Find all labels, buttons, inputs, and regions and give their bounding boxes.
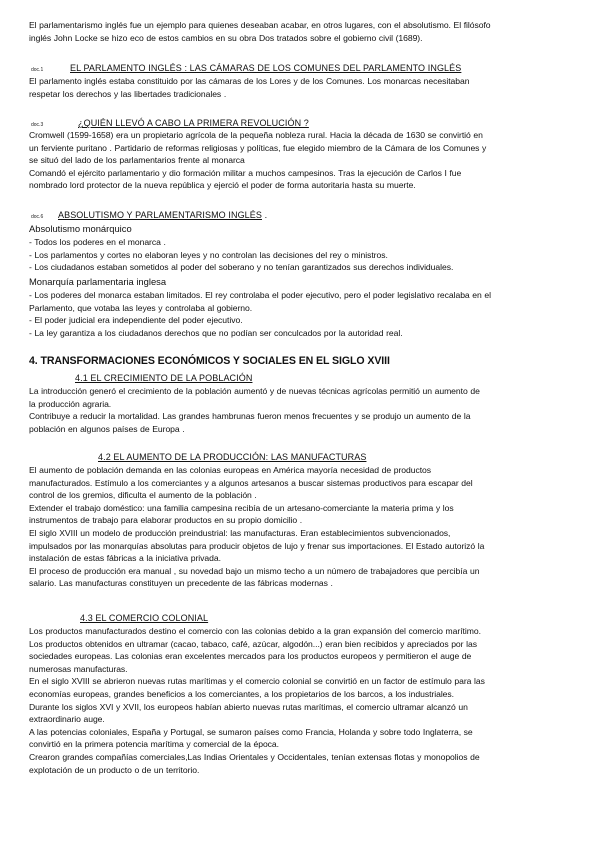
text-line: salario. Las manufacturas constituyen un precedente de las fábricas modernas .	[29, 578, 333, 589]
text-line: se situó del lado de los parlamentarios frente al monarca	[29, 155, 245, 166]
text-line: Comandó el ejército parlamentario y dio formación militar a muchos campesinos. Tras la ejecución de Carlos I fue	[29, 167, 462, 178]
text-line: A las potencias coloniales, España y Portugal, se sumaron países como Francia, Holanda y sobre todo Inglaterra, se	[29, 726, 473, 737]
text-line: sociedades europeas. Las colonias eran excelentes mercados para los productos europeos y permitieron el auge de	[29, 651, 472, 662]
text-line: En el siglo XVIII se abrieron nuevas rutas marítimas y el comercio colonial se convirtió en un factor de estímulo para las	[29, 676, 485, 687]
text-line: instalación de estas fábricas a la iniciativa privada.	[29, 553, 221, 564]
list-item: - Los poderes del monarca estaban limitados. El rey controlaba el poder ejecutivo, pero el poder legislativo recalaba en el	[29, 290, 491, 300]
section-4-title: 4. TRANSFORMACIONES ECONÓMICOS Y SOCIALES EN EL SIGLO XVIII	[29, 355, 390, 367]
text-line: población en algunos países de Europa .	[29, 423, 185, 434]
doc6-heading-wrap	[58, 210, 267, 220]
doc1-paragraph	[29, 75, 575, 100]
text-line: Crearon grandes compañías comerciales,Las Indias Orientales y Occidentales, tenían extensas flotas y monopolios de	[29, 751, 480, 762]
text-line: Extender el trabajo doméstico: una familia campesina recibía de un artesano-comerciante la materia prima y los	[29, 502, 454, 513]
text-line: Los productos manufacturados destino el comercio con las colonias debido a la gran expansión del comercio marítimo.	[29, 626, 481, 636]
list-item: Parlamento, que votaba las leyes y controlaba al gobierno.	[29, 302, 253, 313]
section-4-3-title: 4.3 EL COMERCIO COLONIAL	[80, 613, 209, 623]
text-line: El aumento de población demanda en las colonias europeas en América mayoría necesidad de productos	[29, 465, 432, 475]
parlamentaria-list	[29, 289, 575, 339]
list-item: - El poder judicial era independiente del poder ejecutivo.	[29, 315, 243, 326]
text-line: numerosas manufacturas.	[29, 663, 128, 674]
section-4-2-paragraph	[29, 464, 575, 590]
text-line: El parlamento inglés estaba constituido por las cámaras de los Lores y de los Comunes. Los monarcas necesitaban	[29, 76, 470, 86]
section-4-2-title: 4.2 EL AUMENTO DE LA PRODUCCIÓN: LAS MANUFACTURAS	[98, 452, 367, 462]
doc3-heading: ¿QUIÉN LLEVÓ A CABO LA PRIMERA REVOLUCIÓN ?	[78, 118, 309, 128]
text-line: Contribuye a reducir la mortalidad. Las grandes hambrunas fueron menos frecuentes y se produjo un aumento de la	[29, 411, 471, 422]
text-line: convirtió en la primera potencia marítima y comercial de la época.	[29, 739, 279, 750]
list-item: - Los parlamentos y cortes no elaboran leyes y no controlan las decisiones del rey o ministros.	[29, 249, 388, 260]
text-line: control de los gremios, dificulta el aumento de la población .	[29, 490, 257, 501]
intro-paragraph	[29, 19, 575, 44]
doc6-heading: ABSOLUTISMO Y PARLAMENTARISMO INGLÉS	[58, 210, 262, 220]
text-line: nombrado lord protector de la nueva república y ejerció el poder de forma autoritaria hasta su muerte.	[29, 180, 416, 191]
parlamentaria-title: Monarquía parlamentaria inglesa	[29, 276, 167, 287]
doc-label: doc.1	[31, 67, 44, 73]
text-line: La introducción generó el crecimiento de la población aumentó y de nuevas técnicas agrícolas permitió un aumento de	[29, 386, 480, 396]
doc6-heading-suffix: .	[261, 210, 268, 220]
text-line: extraordinario auge.	[29, 714, 105, 725]
text-line: El siglo XVIII un modelo de producción preindustrial: las manufacturas. Eran establecimientos subvencionados,	[29, 527, 451, 538]
absolutismo-title: Absolutismo monárquico	[29, 223, 132, 234]
doc-label: doc.3	[31, 122, 44, 128]
doc3-paragraph	[29, 129, 575, 192]
text-line: Cromwell (1599-1658) era un propietario agrícola de la pequeña nobleza rural. Hacia la década de 1630 se convirtió en	[29, 130, 483, 140]
text-line: un ferviente puritano . Partidario de reformas religiosas y políticas, fue elegido miembro de la Cámara de los Comunes y	[29, 142, 487, 153]
list-item: - La ley garantiza a los ciudadanos derechos que no podían ser conculcados por la autoridad real.	[29, 327, 403, 338]
text-line: explotación de un producto o de un territorio.	[29, 764, 200, 775]
text-line: la producción agraria.	[29, 398, 112, 409]
text-line: impulsados por las monarquías absolutas para producir objetos de lujo y frenar sus importaciones. El Estado autorizó la	[29, 540, 485, 551]
absolutismo-list	[29, 236, 575, 274]
text-line: instrumentos de trabajo para elaborar productos en su propio domicilio .	[29, 515, 303, 526]
text-line: manufacturados. Estímulo a los comerciantes y a algunos artesanos a buscar sistemas productivos para escapar del	[29, 477, 473, 488]
list-item: - Todos los poderes en el monarca .	[29, 237, 166, 247]
text-line: El proceso de producción era manual , su novedad bajo un mismo techo a un número de trabajadores que percibía un	[29, 565, 480, 576]
text-line: Durante los siglos XVI y XVII, los europeos habían abierto nuevas rutas marítimas, el comercio ultramar alcanzó un	[29, 701, 468, 712]
text-line: economías europeas, grandes beneficios a los comerciantes, a los propietarios de los barcos, a los industriales.	[29, 688, 455, 699]
doc-label: doc.6	[31, 214, 44, 220]
text-line: El parlamentarismo inglés fue un ejemplo para quienes deseaban acabar, en otros lugares, con el absolutismo. El filósofo	[29, 20, 491, 30]
text-line: Los productos obtenidos en ultramar (cacao, tabaco, café, azúcar, algodón...) eran bien recibidos y apreciados por las	[29, 638, 477, 649]
text-line: respetar los derechos y las libertades tradicionales .	[29, 88, 227, 99]
section-4-3-paragraph	[29, 625, 575, 776]
section-4-1-paragraph	[29, 385, 575, 435]
section-4-1-title: 4.1 EL CRECIMIENTO DE LA POBLACIÓN	[75, 373, 253, 383]
text-line: inglés John Locke se hizo eco de estos cambios en su obra Dos tratados sobre el gobierno civil (1689).	[29, 32, 423, 43]
list-item: - Los ciudadanos estaban sometidos al poder del soberano y no tenían garantizados sus derechos individuales.	[29, 262, 454, 273]
doc1-heading: EL PARLAMENTO INGLÉS : LAS CÁMARAS DE LOS COMUNES DEL PARLAMENTO INGLÉS	[70, 63, 462, 73]
